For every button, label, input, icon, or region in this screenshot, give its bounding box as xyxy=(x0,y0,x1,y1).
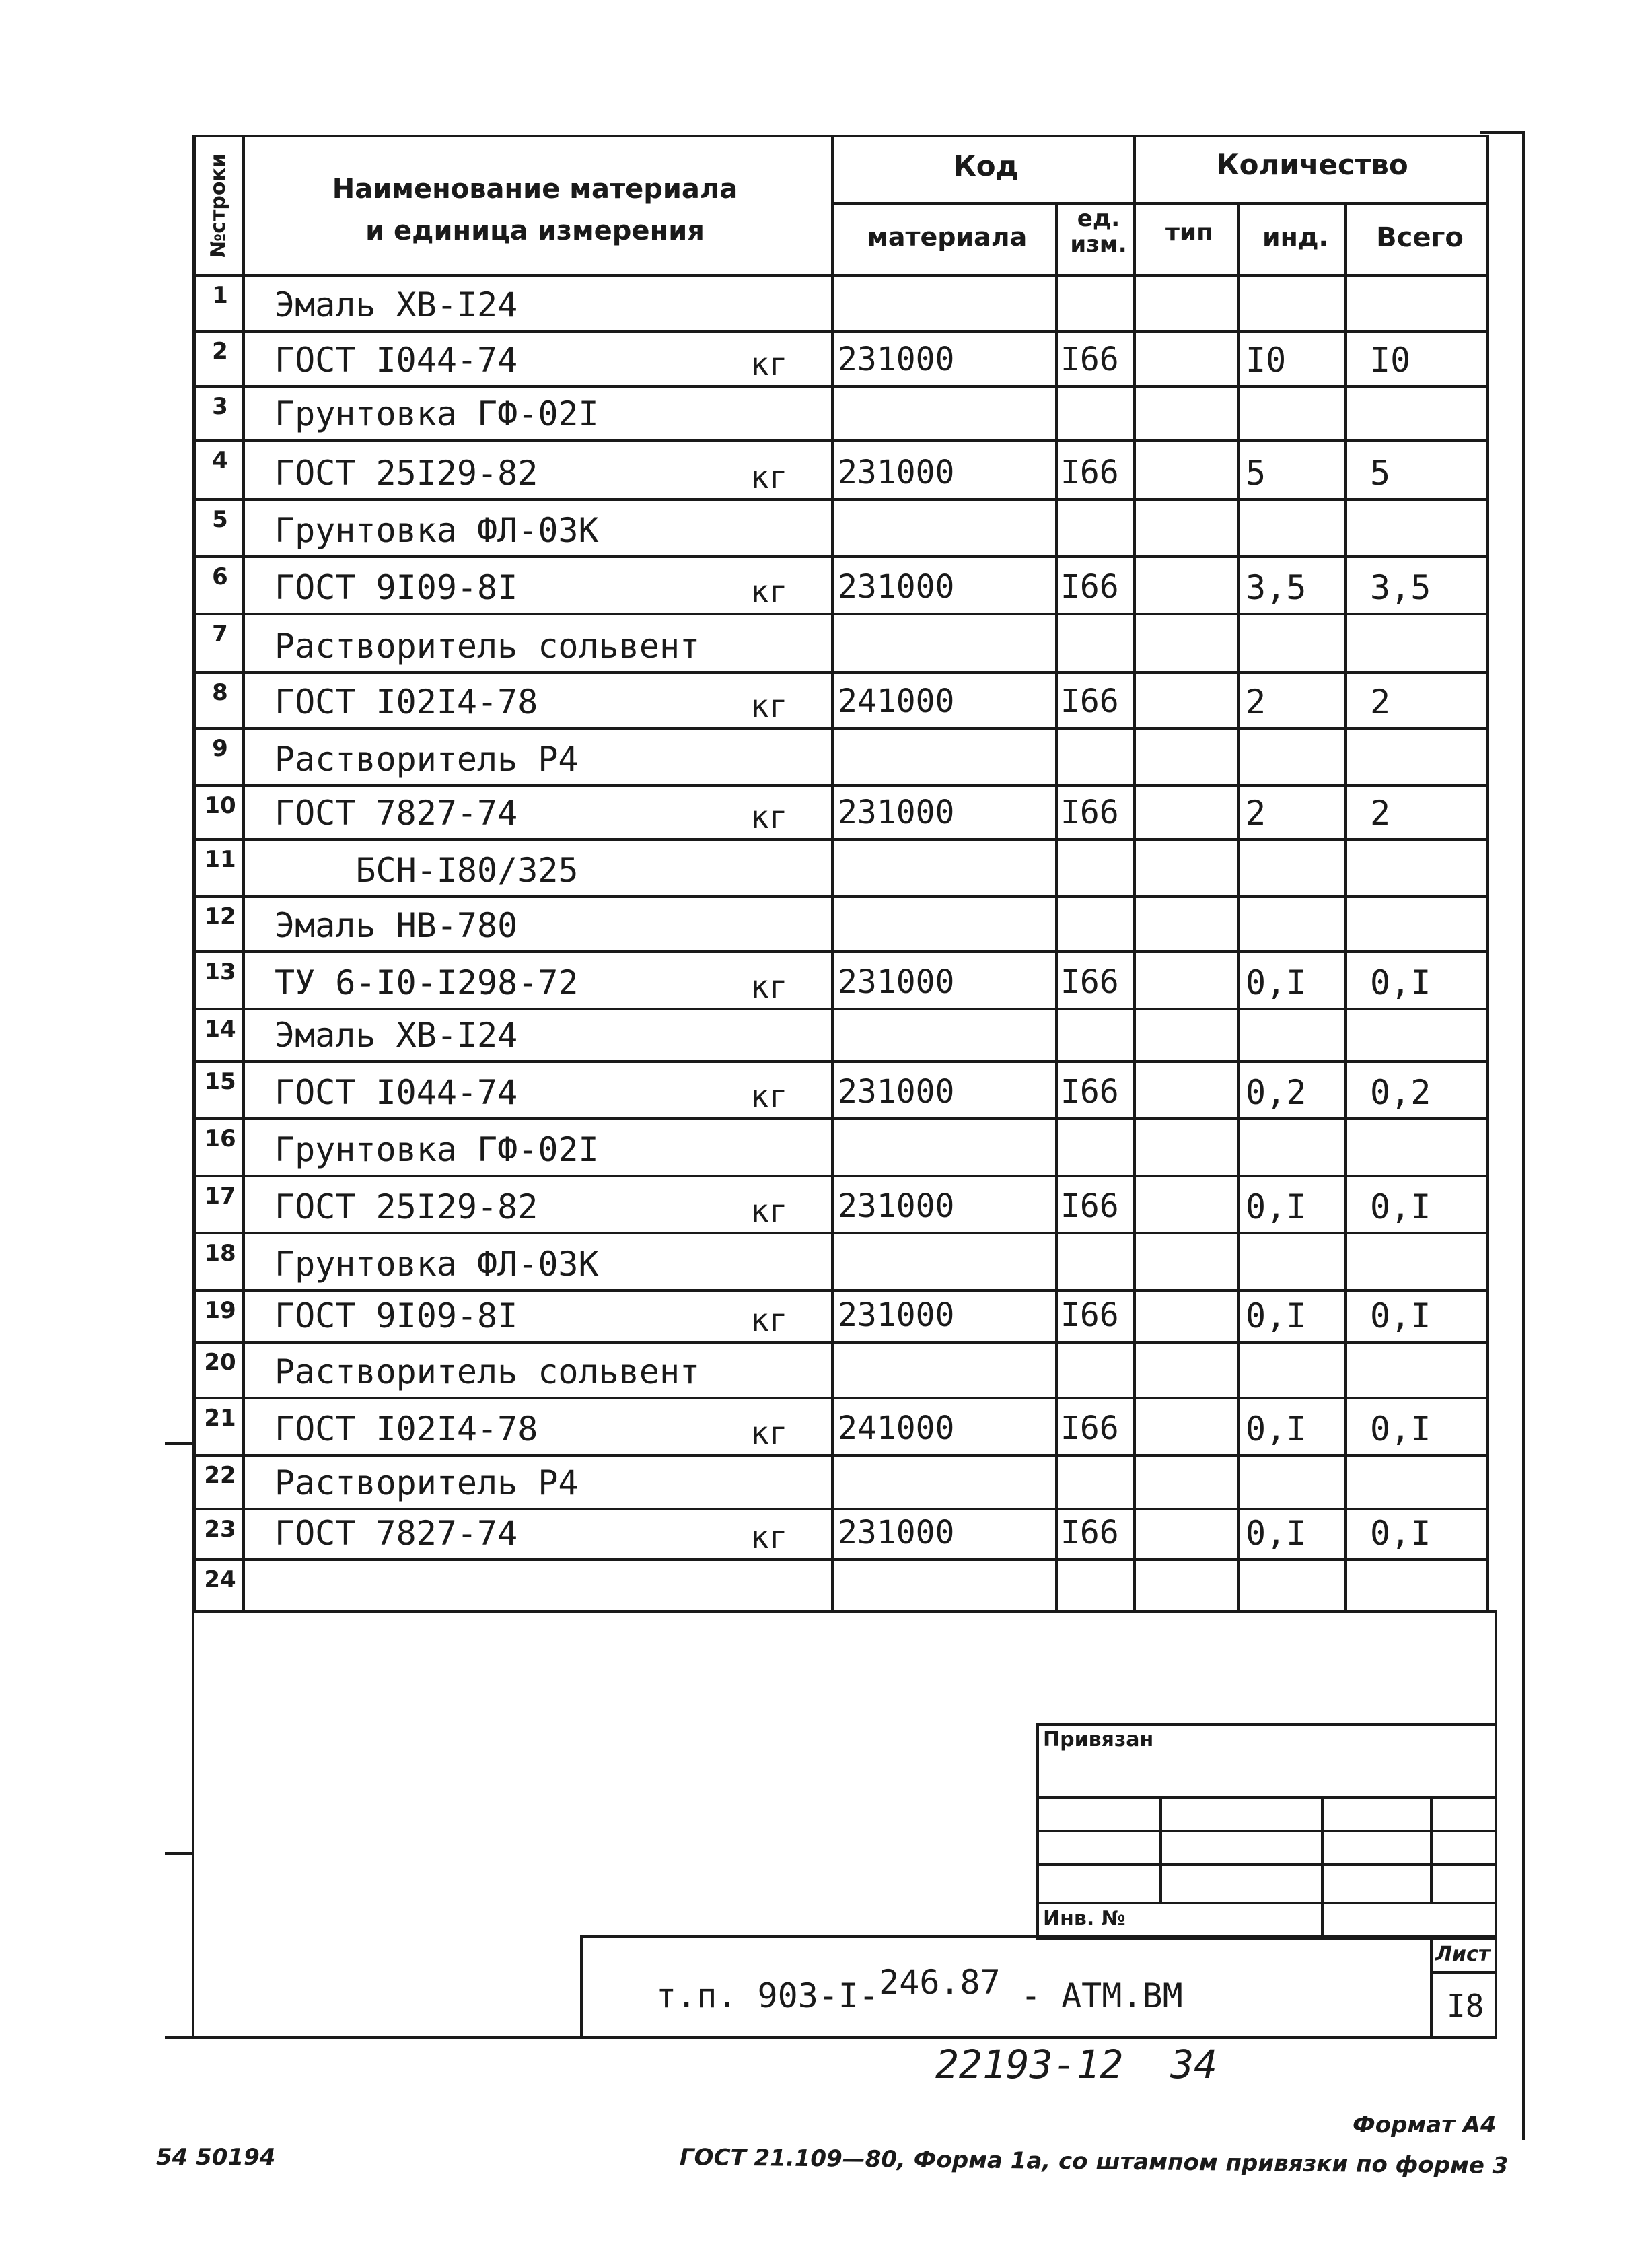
material-code: 231000 xyxy=(838,794,955,831)
material-name: Растворитель сольвент xyxy=(275,627,701,666)
stamp-line-4 xyxy=(1036,1902,1497,1904)
material-name: ГОСТ I044-74 xyxy=(275,1073,518,1112)
material-code: 231000 xyxy=(838,568,955,606)
unit-of-measure: кг xyxy=(750,1302,788,1338)
table-row-line-12 xyxy=(194,950,1489,953)
binding-tick-2 xyxy=(165,1852,193,1855)
row-number: 16 xyxy=(204,1125,236,1152)
stamp-vline-1 xyxy=(1159,1796,1162,1902)
ind-header: инд. xyxy=(1262,222,1328,252)
material-name: ГОСТ 25I29-82 xyxy=(275,1187,538,1226)
sheet-right-top-tick xyxy=(1480,131,1525,134)
table-row-line-22 xyxy=(194,1508,1489,1510)
unit-code: I66 xyxy=(1061,1187,1119,1225)
name-header-line1: Наименование материала xyxy=(332,174,738,205)
table-row-line-14 xyxy=(194,1060,1489,1063)
table-column-line-7 xyxy=(1486,135,1489,1610)
table-row-line-0 xyxy=(194,274,1489,277)
table-row-line-11 xyxy=(194,895,1489,898)
quantity-total: 5 xyxy=(1370,454,1391,493)
table-row-line-17 xyxy=(194,1232,1489,1234)
material-name: Грунтовка ГФ-02I xyxy=(275,394,599,433)
table-row-line-10 xyxy=(194,838,1489,841)
material-code: 231000 xyxy=(838,341,955,378)
material-name: ГОСТ 25I29-82 xyxy=(275,454,538,493)
total-header: Всего xyxy=(1376,222,1464,253)
row-number-header-label: №строки xyxy=(207,153,230,258)
unit-of-measure: кг xyxy=(750,799,788,835)
binding-linked-label: Привязан xyxy=(1043,1728,1154,1751)
table-row-line-4 xyxy=(194,498,1489,501)
table-row-line-8 xyxy=(194,727,1489,730)
quantity-total: 2 xyxy=(1370,683,1391,722)
sheet-cell-divider xyxy=(1430,1935,1433,2039)
stamp-line-2 xyxy=(1036,1830,1497,1832)
table-row-line-13 xyxy=(194,1008,1489,1010)
inventory-number-label: Инв. № xyxy=(1043,1907,1126,1930)
name-header-line2: и единица измерения xyxy=(365,215,705,246)
material-name: ГОСТ I044-74 xyxy=(275,341,518,380)
name-header xyxy=(246,168,824,252)
material-name: ГОСТ I02I4-78 xyxy=(275,683,538,722)
row-number: 24 xyxy=(204,1566,236,1593)
row-number: 21 xyxy=(204,1405,236,1432)
footer-gost-reference: ГОСТ 21.109—80, Форма 1а, со штампом привязки по форме 3 xyxy=(679,2144,1509,2180)
quantity-total: 0,I xyxy=(1370,1296,1431,1335)
unit-code: I66 xyxy=(1061,1514,1119,1552)
quantity-total: 0,I xyxy=(1370,963,1431,1002)
table-row-line-6 xyxy=(194,613,1489,615)
row-number: 14 xyxy=(204,1016,236,1043)
material-code: 231000 xyxy=(838,1187,955,1225)
stamp-vline-2 xyxy=(1321,1796,1324,1940)
material-code: 241000 xyxy=(838,1409,955,1447)
material-name: Растворитель сольвент xyxy=(275,1352,701,1391)
quantity-group-header: Количество xyxy=(1216,148,1408,181)
quantity-total: 2 xyxy=(1370,794,1391,833)
unit-code-header-line1: ед. xyxy=(1077,205,1120,232)
row-number: 19 xyxy=(204,1297,236,1324)
quantity-ind: 0,I xyxy=(1246,1514,1307,1553)
code-group-header: Код xyxy=(953,149,1019,182)
row-number: 6 xyxy=(212,563,228,590)
unit-of-measure: кг xyxy=(750,573,788,610)
unit-of-measure: кг xyxy=(750,1519,788,1556)
material-code: 231000 xyxy=(838,1514,955,1552)
unit-code: I66 xyxy=(1061,794,1119,831)
document-number: 246.87 xyxy=(879,1963,1001,2002)
sheet-cell-line xyxy=(1430,1971,1497,1974)
row-number: 9 xyxy=(212,735,228,762)
table-row-line-21 xyxy=(194,1454,1489,1457)
row-number: 1 xyxy=(212,282,228,309)
unit-code: I66 xyxy=(1061,1409,1119,1447)
handwritten-archive-number: 22193-12 34 xyxy=(935,2042,1218,2087)
material-code: 231000 xyxy=(838,454,955,491)
quantity-total: I0 xyxy=(1370,341,1411,380)
row-number: 4 xyxy=(212,447,228,474)
row-number: 11 xyxy=(204,846,236,873)
unit-code: I66 xyxy=(1061,1296,1119,1334)
quantity-ind: 0,I xyxy=(1246,1296,1307,1335)
material-code-header: материала xyxy=(867,222,1028,252)
unit-code: I66 xyxy=(1061,454,1119,491)
quantity-ind: 2 xyxy=(1246,683,1266,722)
table-row-line-16 xyxy=(194,1175,1489,1177)
document-designation-suffix: - АТМ.ВМ xyxy=(1020,1976,1183,2015)
unit-code: I66 xyxy=(1061,1073,1119,1111)
quantity-ind: 0,2 xyxy=(1246,1073,1307,1112)
table-row-line-19 xyxy=(194,1341,1489,1344)
sheet-number: I8 xyxy=(1447,1988,1484,2024)
quantity-ind: 5 xyxy=(1246,454,1266,493)
unit-code-header xyxy=(1060,206,1137,257)
quantity-ind: I0 xyxy=(1246,341,1287,380)
type-header: тип xyxy=(1165,219,1213,246)
material-name: Растворитель Р4 xyxy=(275,1463,579,1502)
binding-tick-1 xyxy=(165,1442,193,1445)
unit-code: I66 xyxy=(1061,341,1119,378)
row-number: 2 xyxy=(212,338,228,365)
material-name: ГОСТ 7827-74 xyxy=(275,794,518,833)
table-row-line-9 xyxy=(194,784,1489,787)
unit-code: I66 xyxy=(1061,683,1119,720)
quantity-ind: 2 xyxy=(1246,794,1266,833)
document-designation-prefix: т.п. 903-I- xyxy=(656,1976,879,2015)
material-code: 241000 xyxy=(838,683,955,720)
quantity-total: 0,I xyxy=(1370,1187,1431,1226)
footer-left-number: 54 50194 xyxy=(156,2144,276,2171)
stamp-line-1 xyxy=(1036,1796,1497,1799)
table-row-line-18 xyxy=(194,1289,1489,1292)
table-row-line-3 xyxy=(194,439,1489,442)
unit-code-header-line2: изм. xyxy=(1070,231,1127,258)
quantity-total: 0,2 xyxy=(1370,1073,1431,1112)
material-name: ГОСТ 7827-74 xyxy=(275,1514,518,1553)
table-top-border xyxy=(194,135,1489,137)
unit-of-measure: кг xyxy=(750,969,788,1005)
table-row-line-5 xyxy=(194,555,1489,558)
quantity-total: 3,5 xyxy=(1370,568,1431,607)
row-number: 10 xyxy=(204,792,236,819)
row-number: 23 xyxy=(204,1516,236,1543)
material-name: Грунтовка ГФ-02I xyxy=(275,1130,599,1169)
header-sub-divider xyxy=(831,202,1489,205)
material-name: Грунтовка ФЛ-03К xyxy=(275,1245,599,1284)
table-row-line-2 xyxy=(194,385,1489,388)
row-number: 3 xyxy=(212,393,228,420)
material-code: 231000 xyxy=(838,963,955,1001)
format-label: Формат А4 xyxy=(1353,2112,1497,2138)
unit-of-measure: кг xyxy=(750,688,788,724)
row-number: 17 xyxy=(204,1183,236,1210)
table-column-line-4 xyxy=(1133,135,1136,1610)
unit-of-measure: кг xyxy=(750,346,788,382)
material-name: ГОСТ I02I4-78 xyxy=(275,1409,538,1449)
sheet-label: Лист xyxy=(1435,1943,1491,1966)
unit-of-measure: кг xyxy=(750,1193,788,1229)
row-number: 15 xyxy=(204,1068,236,1095)
row-number: 13 xyxy=(204,959,236,985)
unit-of-measure: кг xyxy=(750,459,788,495)
material-name: Эмаль ХВ-I24 xyxy=(275,285,518,324)
stamp-line-3 xyxy=(1036,1863,1497,1866)
quantity-total: 0,I xyxy=(1370,1514,1431,1553)
row-number: 8 xyxy=(212,679,228,706)
table-row-line-7 xyxy=(194,671,1489,674)
table-row-line-1 xyxy=(194,330,1489,333)
row-number: 18 xyxy=(204,1240,236,1267)
material-name: БСН-I80/325 xyxy=(275,851,579,890)
unit-of-measure: кг xyxy=(750,1078,788,1115)
quantity-ind: 0,I xyxy=(1246,1409,1307,1449)
unit-code: I66 xyxy=(1061,568,1119,606)
material-name: Эмаль НВ-780 xyxy=(275,906,518,945)
sheet-right-border xyxy=(1522,131,1525,2140)
unit-code: I66 xyxy=(1061,963,1119,1001)
row-number: 7 xyxy=(212,621,228,648)
unit-of-measure: кг xyxy=(750,1415,788,1451)
stamp-vline-3 xyxy=(1430,1796,1433,1902)
table-column-line-2 xyxy=(831,135,834,1610)
material-name: Эмаль ХВ-I24 xyxy=(275,1016,518,1055)
document-designation xyxy=(656,1963,1183,2015)
material-name: ГОСТ 9I09-8I xyxy=(275,568,518,607)
table-row-line-23 xyxy=(194,1558,1489,1561)
row-number: 12 xyxy=(204,903,236,930)
quantity-ind: 3,5 xyxy=(1246,568,1307,607)
row-number: 22 xyxy=(204,1462,236,1489)
row-number: 20 xyxy=(204,1349,236,1376)
quantity-ind: 0,I xyxy=(1246,963,1307,1002)
material-name: ТУ 6-I0-I298-72 xyxy=(275,963,579,1002)
quantity-total: 0,I xyxy=(1370,1409,1431,1449)
quantity-ind: 0,I xyxy=(1246,1187,1307,1226)
material-name: ГОСТ 9I09-8I xyxy=(275,1296,518,1335)
row-number: 5 xyxy=(212,506,228,533)
material-code: 231000 xyxy=(838,1296,955,1334)
material-code: 231000 xyxy=(838,1073,955,1111)
table-row-line-15 xyxy=(194,1117,1489,1120)
material-name: Растворитель Р4 xyxy=(275,740,579,779)
material-name: Грунтовка ФЛ-03К xyxy=(275,511,599,550)
table-row-line-20 xyxy=(194,1397,1489,1399)
table-row-line-24 xyxy=(194,1610,1489,1613)
row-number-header xyxy=(199,141,239,273)
